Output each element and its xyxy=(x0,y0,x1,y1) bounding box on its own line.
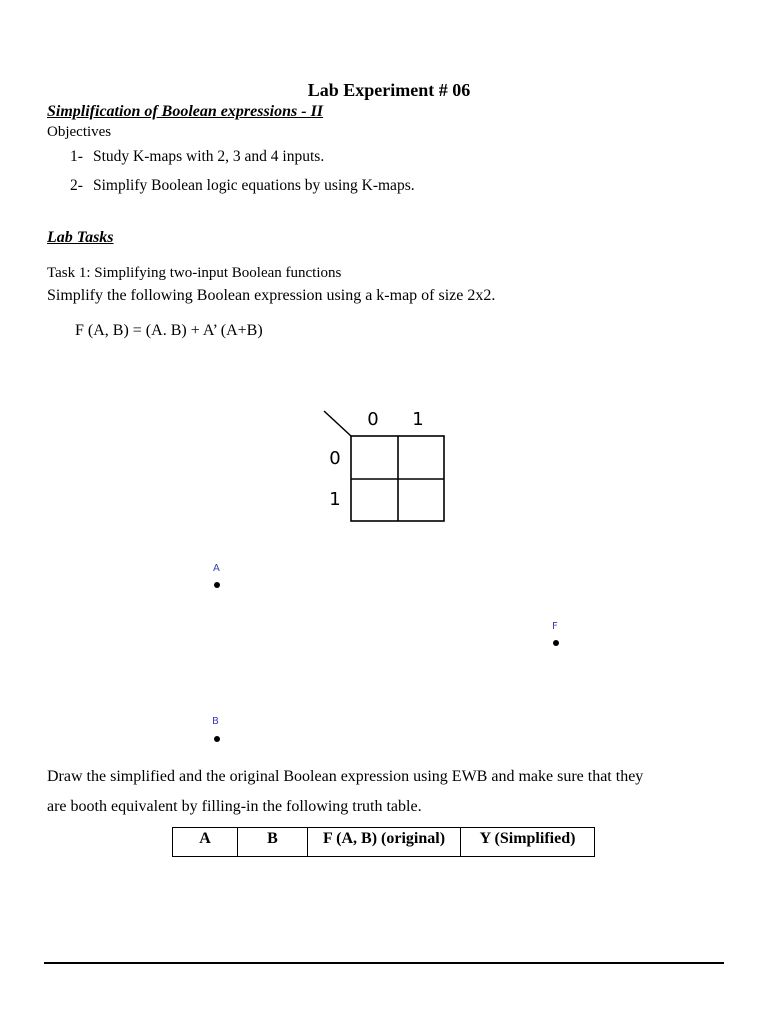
objective-number: 2- xyxy=(70,177,83,194)
truth-table-header-a: A xyxy=(173,828,238,857)
objective-text: Simplify Boolean logic equations by using K-maps. xyxy=(93,177,415,194)
boolean-equation: F (A, B) = (A. B) + A’ (A+B) xyxy=(75,322,263,339)
kmap-column-label: 1 xyxy=(412,409,424,430)
kmap-corner-diagonal xyxy=(324,411,351,436)
task-description: Simplify the following Boolean expression using a k-map of size 2x2. xyxy=(47,287,496,304)
section-heading: Simplification of Boolean expressions - II xyxy=(47,103,324,120)
objective-text: Study K-maps with 2, 3 and 4 inputs. xyxy=(93,148,325,165)
kmap-grid-border xyxy=(351,436,444,521)
task-title: Task 1: Simplifying two-input Boolean functions xyxy=(47,265,342,281)
node-label-a: A xyxy=(213,563,220,574)
objective-item-1 xyxy=(70,148,324,166)
kmap-row-label: 1 xyxy=(329,489,341,510)
kmap-column-label: 0 xyxy=(367,409,379,430)
kmap-row-label: 0 xyxy=(329,448,341,469)
instruction-line-1: Draw the simplified and the original Boolean expression using EWB and make sure that they xyxy=(47,768,644,785)
instruction-line-2: are booth equivalent by filling-in the following truth table. xyxy=(47,798,422,815)
node-f[interactable] xyxy=(553,640,559,646)
page-title: Lab Experiment # 06 xyxy=(307,80,471,100)
truth-table-header-row xyxy=(173,828,595,857)
objectives-label: Objectives xyxy=(47,124,112,140)
truth-table-header-y-simplified: Y (Simplified) xyxy=(461,828,595,857)
node-label-f: F xyxy=(552,621,558,632)
node-b[interactable] xyxy=(214,736,220,742)
truth-table-header-f-original: F (A, B) (original) xyxy=(308,828,461,857)
truth-table xyxy=(172,827,595,857)
objective-number: 1- xyxy=(70,148,83,165)
truth-table-header-b: B xyxy=(238,828,308,857)
lab-tasks-heading: Lab Tasks xyxy=(47,229,114,246)
footer-rule xyxy=(44,962,724,964)
objective-item-2 xyxy=(70,177,415,195)
node-label-b: B xyxy=(212,716,219,727)
node-a[interactable] xyxy=(214,582,220,588)
